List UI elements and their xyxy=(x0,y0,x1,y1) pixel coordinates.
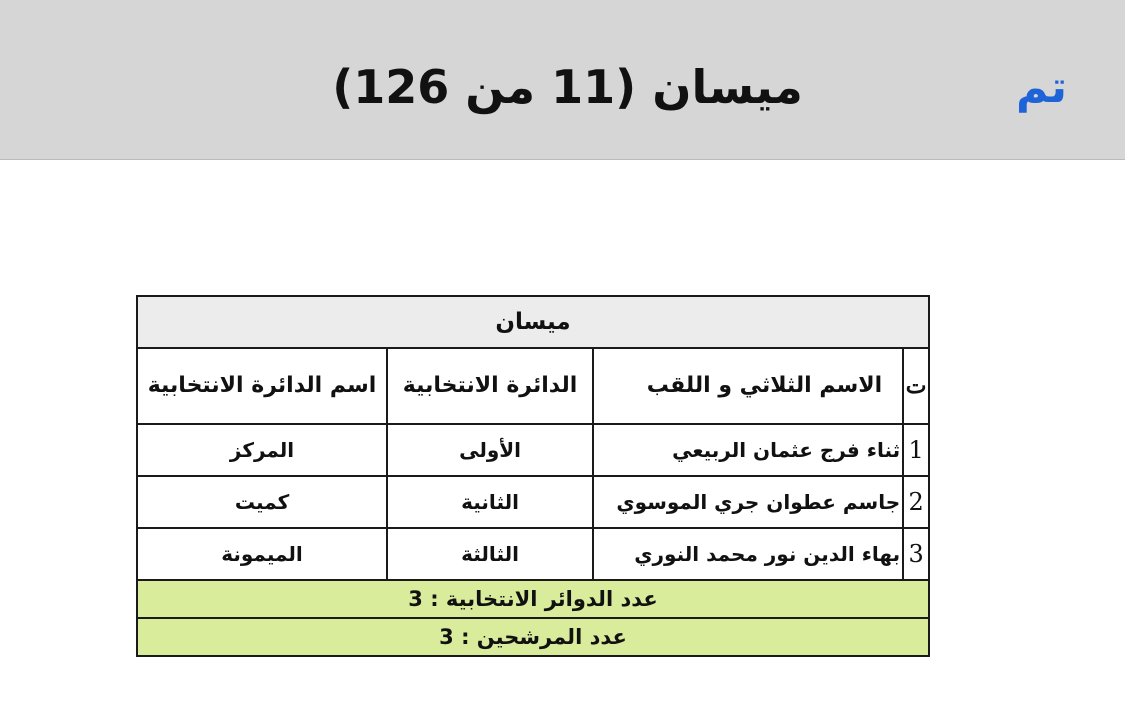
candidate-count-row xyxy=(137,618,929,656)
district-number: الثانية xyxy=(387,476,593,528)
district-name: كميت xyxy=(137,476,387,528)
district-number: الأولى xyxy=(387,424,593,476)
table-title-row xyxy=(137,296,929,348)
row-index: 2 xyxy=(903,476,929,528)
candidate-count: عدد المرشحين : 3 xyxy=(137,618,929,656)
column-header-district: الدائرة الانتخابية xyxy=(387,348,593,424)
district-count: عدد الدوائر الانتخابية : 3 xyxy=(137,580,929,618)
row-index: 3 xyxy=(903,528,929,580)
district-number: الثالثة xyxy=(387,528,593,580)
candidate-name: جاسم عطوان جري الموسوي xyxy=(593,476,903,528)
done-button[interactable]: تم xyxy=(1015,62,1067,113)
province-title: ميسان xyxy=(137,296,929,348)
district-count-row xyxy=(137,580,929,618)
column-header-district-name: اسم الدائرة الانتخابية xyxy=(137,348,387,424)
candidates-table xyxy=(136,295,930,657)
district-name: المركز xyxy=(137,424,387,476)
top-bar xyxy=(0,0,1125,160)
table-row xyxy=(137,476,929,528)
table-row xyxy=(137,424,929,476)
page-title: ميسان (11 من 126) xyxy=(332,60,803,114)
table-row xyxy=(137,528,929,580)
district-name: الميمونة xyxy=(137,528,387,580)
row-index: 1 xyxy=(903,424,929,476)
column-header-index: ت xyxy=(903,348,929,424)
table-header-row xyxy=(137,348,929,424)
candidate-name: بهاء الدين نور محمد النوري xyxy=(593,528,903,580)
candidate-name: ثناء فرج عثمان الربيعي xyxy=(593,424,903,476)
column-header-name: الاسم الثلاثي و اللقب xyxy=(593,348,903,424)
